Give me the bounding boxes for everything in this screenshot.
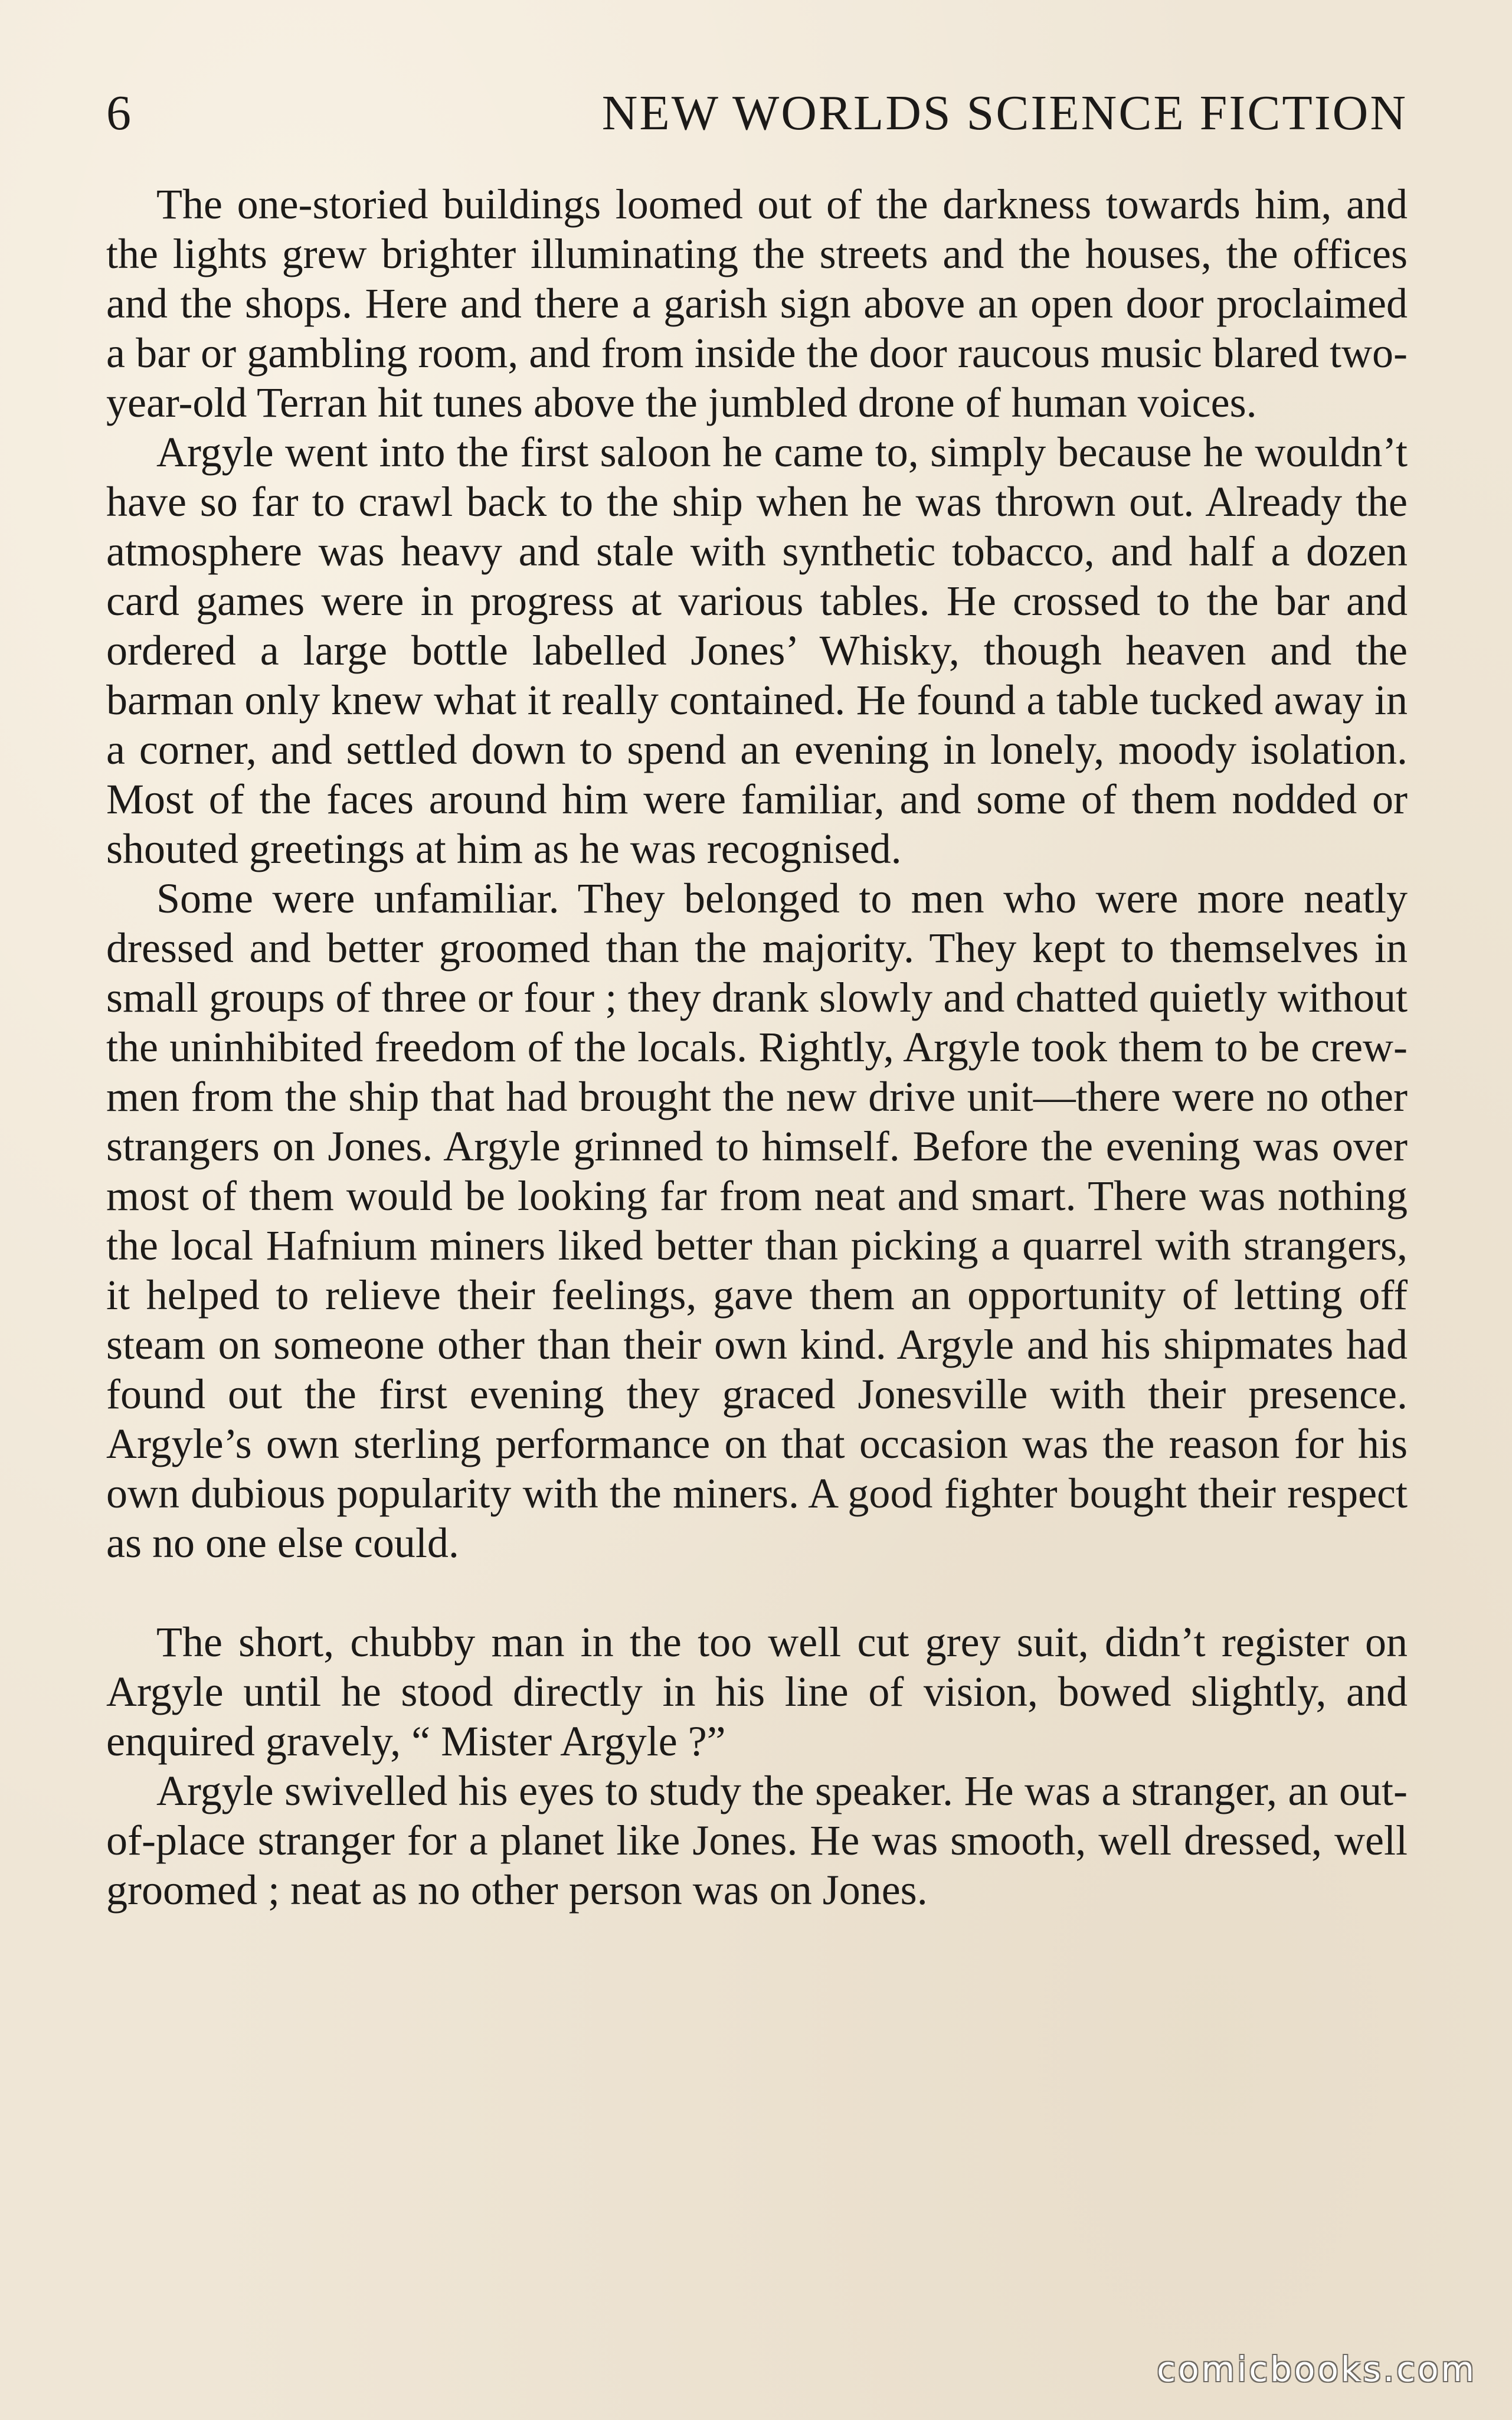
running-head: [106, 86, 1408, 140]
paragraph: The one-storied buildings loomed out of the darkness towards him, and the lights grew brighter illuminating the streets and the houses, the offices and the shops. Here and there a garish sign above an open door proclaimed a bar or gambling room, and from inside the door raucous music blared two-year-old Terran hit tunes above the jumbled drone of human voices.: [106, 181, 1408, 426]
paragraph: Some were unfamiliar. They belonged to men who were more neatly dressed and better groomed than the majority. They kept to themselves in small groups of three or four ; they drank slowly and chatted quietly without the uninhibited freedom of the locals. Rightly, Argyle took them to be crew-men from the ship that had brought the new drive unit—there were no other strangers on Jones. Argyle grinned to himself. Before the evening was over most of them would be looking far from neat and smart. There was nothing the local Hafnium miners liked better than picking a quarrel with strangers, it helped to relieve their feelings, gave them an opportunity of letting off steam on someone other than their own kind. Argyle and his shipmates had found out the first evening they graced Jonesville with their presence. Argyle’s own sterling performance on that occasion was the reason for his own dubious popularity with the miners. A good fighter bought their respect as no one else could.: [106, 875, 1408, 1567]
body-text: [106, 179, 1408, 1915]
book-page: [106, 86, 1408, 1915]
watermark: comicbooks.com: [1157, 2349, 1477, 2389]
paragraph: Argyle went into the first saloon he came to, simply because he wouldn’t have so far to crawl back to the ship when he was thrown out. Already the atmosphere was heavy and stale with synthetic tobacco, and half a dozen card games were in progress at various tables. He crossed to the bar and ordered a large bottle labelled Jones’ Whisky, though heaven and the barman only knew what it really contained. He found a table tucked away in a corner, and settled down to spend an evening in lonely, moody isolation. Most of the faces around him were familiar, and some of them nodded or shouted greetings at him as he was recognised.: [106, 429, 1408, 872]
page-number: 6: [106, 86, 132, 140]
paragraph: Argyle swivelled his eyes to study the speaker. He was a stranger, an out-of-place stranger for a planet like Jones. He was smooth, well dressed, well groomed ; neat as no other person was on Jones.: [106, 1767, 1408, 1914]
paragraph: The short, chubby man in the too well cut grey suit, didn’t register on Argyle until he stood directly in his line of vision, bowed slightly, and enquired gravely, “ Mister Argyle ?”: [106, 1618, 1408, 1765]
running-title: NEW WORLDS SCIENCE FICTION: [601, 86, 1408, 140]
